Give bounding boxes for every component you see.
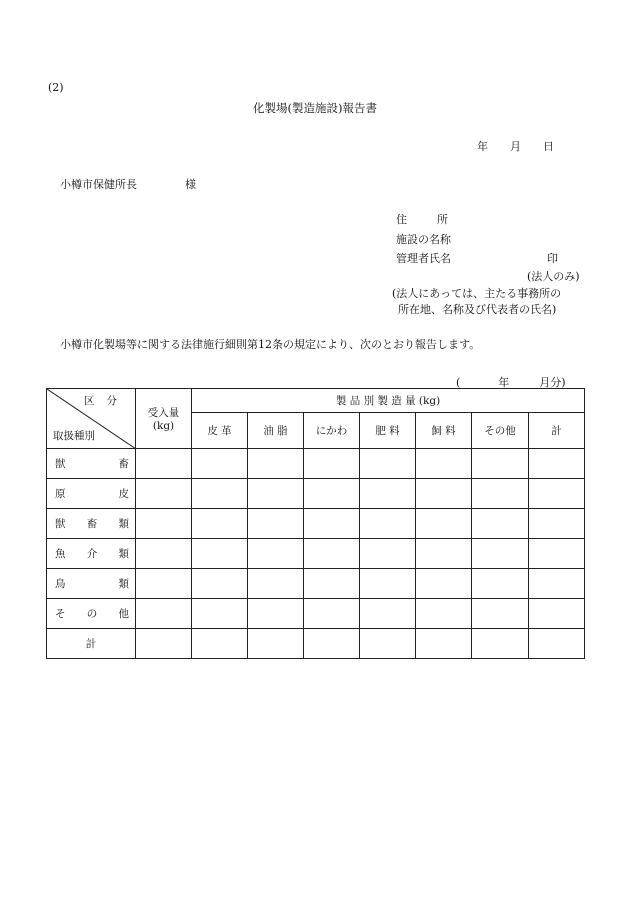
row-label-char: 類 (118, 578, 129, 590)
product-col-header: にかわ (304, 413, 360, 449)
corner-cell (47, 389, 136, 449)
table-cell[interactable] (136, 509, 192, 539)
table-cell[interactable] (472, 449, 529, 479)
table-cell[interactable] (472, 629, 529, 659)
product-col-header: 計 (529, 413, 585, 449)
address-label-part1: 住 (396, 213, 407, 226)
table-cell[interactable] (472, 569, 529, 599)
table-cell[interactable] (529, 569, 585, 599)
table-cell[interactable] (529, 629, 585, 659)
row-label-char: 鳥 (55, 578, 66, 590)
date-month: 月 (510, 140, 521, 153)
table-row (47, 509, 585, 539)
table-cell[interactable] (529, 449, 585, 479)
table-cell[interactable] (416, 569, 472, 599)
table-cell[interactable] (416, 599, 472, 629)
table-cell[interactable] (136, 449, 192, 479)
date-day: 日 (543, 140, 554, 153)
table-cell[interactable] (304, 569, 360, 599)
table-cell[interactable] (136, 479, 192, 509)
table-cell[interactable] (136, 569, 192, 599)
row-label (47, 599, 136, 629)
date-year: 年 (477, 140, 488, 153)
table-cell[interactable] (416, 449, 472, 479)
table-cell[interactable] (304, 509, 360, 539)
manager-label: 管理者氏名 (396, 252, 451, 265)
table-cell[interactable] (360, 479, 416, 509)
row-label-char: の (86, 608, 98, 620)
table-row (47, 569, 585, 599)
report-table (46, 388, 585, 659)
form-number: (2) (48, 81, 64, 94)
row-label-char: 畜 (118, 458, 129, 470)
note-corp-only: (法人のみ) (527, 270, 580, 283)
product-col-header: その他 (472, 413, 529, 449)
table-cell[interactable] (248, 479, 304, 509)
row-label-char: 魚 (55, 548, 66, 560)
table-cell[interactable] (472, 509, 529, 539)
row-label-char: 介 (86, 548, 98, 560)
table-cell[interactable] (360, 449, 416, 479)
table-row (47, 599, 585, 629)
table-cell[interactable] (360, 599, 416, 629)
total-label: 計 (47, 629, 136, 659)
table-cell[interactable] (248, 569, 304, 599)
address-label-part2: 所 (437, 213, 448, 226)
product-col-header: 飼 料 (416, 413, 472, 449)
date-line (477, 138, 554, 154)
table-cell[interactable] (248, 449, 304, 479)
table-cell[interactable] (360, 509, 416, 539)
table-cell[interactable] (472, 479, 529, 509)
product-header: 製 品 別 製 造 量 (kg) (192, 389, 585, 413)
table-cell[interactable] (529, 479, 585, 509)
table-cell[interactable] (192, 539, 248, 569)
table-cell[interactable] (360, 629, 416, 659)
period-open: ( (456, 376, 461, 389)
table-cell[interactable] (192, 449, 248, 479)
row-label (47, 479, 136, 509)
period-month: 月分) (539, 376, 566, 389)
table-cell[interactable] (304, 539, 360, 569)
table-cell[interactable] (304, 629, 360, 659)
addressee (60, 176, 196, 192)
addressee-honorific: 様 (185, 178, 196, 191)
table-cell[interactable] (192, 509, 248, 539)
table-cell[interactable] (416, 539, 472, 569)
table-cell[interactable] (529, 509, 585, 539)
note-line-2: 所在地、名称及び代表者の氏名) (398, 303, 557, 316)
table-cell[interactable] (192, 479, 248, 509)
row-label-char: 獣 (55, 458, 66, 470)
period-year: 年 (498, 376, 510, 389)
table-cell[interactable] (248, 629, 304, 659)
row-label-char: 類 (118, 548, 129, 560)
table-row (47, 479, 585, 509)
row-label-char: 原 (55, 488, 66, 500)
table-row (47, 539, 585, 569)
table-cell[interactable] (192, 629, 248, 659)
seal-label: 印 (547, 252, 558, 265)
table-cell[interactable] (136, 629, 192, 659)
table-cell[interactable] (416, 479, 472, 509)
row-label (47, 539, 136, 569)
table-cell[interactable] (192, 599, 248, 629)
table-cell[interactable] (192, 569, 248, 599)
row-label-char: 獣 (55, 518, 66, 530)
received-header (136, 389, 192, 449)
address-label (396, 211, 448, 227)
table-cell[interactable] (360, 569, 416, 599)
table-cell[interactable] (136, 539, 192, 569)
table-cell[interactable] (248, 599, 304, 629)
row-label-char: 他 (118, 608, 129, 620)
total-row (47, 629, 585, 659)
table-cell[interactable] (304, 479, 360, 509)
addressee-name: 小樽市保健所長 (60, 178, 137, 191)
row-label (47, 569, 136, 599)
row-label-char: 皮 (118, 488, 129, 500)
table-cell[interactable] (136, 599, 192, 629)
product-col-header: 肥 料 (360, 413, 416, 449)
table-cell[interactable] (472, 539, 529, 569)
table-cell[interactable] (472, 599, 529, 629)
row-label-char: 類 (118, 518, 129, 530)
body-text: 小樽市化製場等に関する法律施行細則第12条の規定により、次のとおり報告します。 (60, 338, 481, 351)
table-cell[interactable] (304, 599, 360, 629)
product-col-header: 皮 革 (192, 413, 248, 449)
table-cell[interactable] (416, 629, 472, 659)
product-col-header: 油 脂 (248, 413, 304, 449)
row-label (47, 449, 136, 479)
table-cell[interactable] (304, 449, 360, 479)
note-line-1: (法人にあっては、主たる事務所の (392, 287, 562, 300)
table-cell[interactable] (529, 599, 585, 629)
table-cell[interactable] (360, 539, 416, 569)
table-cell[interactable] (248, 539, 304, 569)
table-cell[interactable] (529, 539, 585, 569)
table-row (47, 449, 585, 479)
corner-top-label: 区分 (84, 395, 129, 407)
table-cell[interactable] (248, 509, 304, 539)
row-label (47, 509, 136, 539)
document-title: 化製場(製造施設)報告書 (253, 101, 377, 115)
facility-name-label: 施設の名称 (396, 233, 451, 246)
table-cell[interactable] (416, 509, 472, 539)
corner-bottom-label: 取扱種別 (53, 430, 95, 442)
received-unit: (kg) (152, 420, 175, 432)
row-label-char: 畜 (86, 518, 98, 530)
manager-row (396, 250, 558, 266)
received-label: 受入量 (147, 407, 180, 419)
row-label-char: そ (55, 608, 66, 620)
